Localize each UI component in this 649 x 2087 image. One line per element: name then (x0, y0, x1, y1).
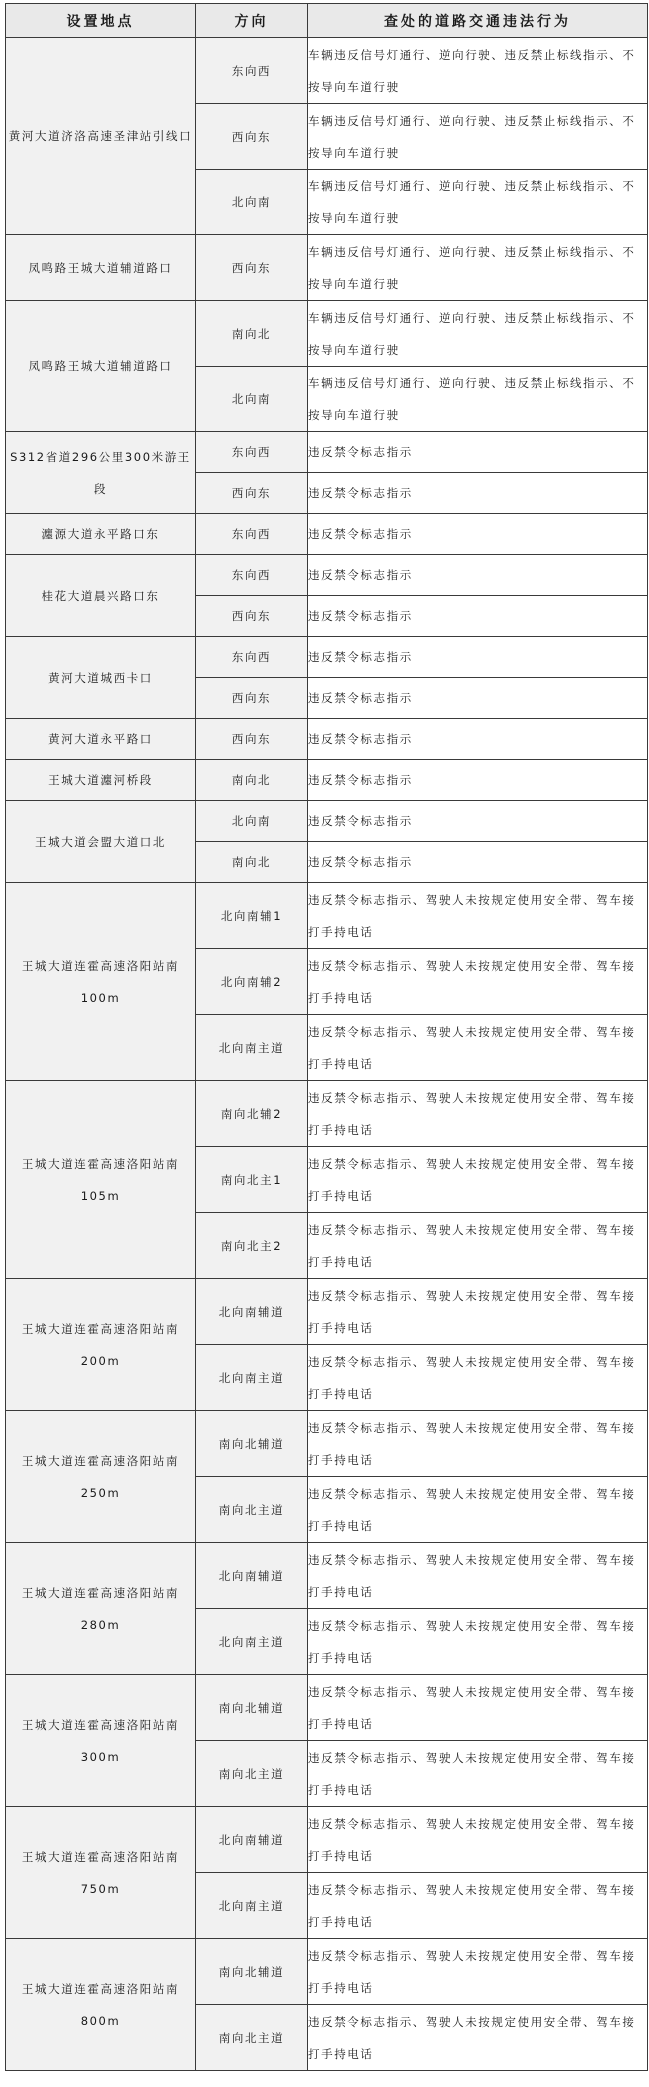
table-row (6, 1081, 648, 1147)
violation-cell: 违反禁令标志指示、驾驶人未按规定使用安全带、驾车接打手持电话 (308, 2005, 648, 2071)
violation-cell: 违反禁令标志指示 (308, 678, 648, 719)
direction-cell: 北向南辅道 (196, 1279, 308, 1345)
location-cell: 黄河大道济洛高速圣津站引线口 (6, 38, 196, 235)
violation-cell: 车辆违反信号灯通行、逆向行驶、违反禁止标线指示、不按导向车道行驶 (308, 367, 648, 432)
header-location: 设置地点 (6, 4, 196, 38)
direction-cell: 西向东 (196, 596, 308, 637)
violation-cell: 违反禁令标志指示 (308, 801, 648, 842)
violation-cell: 违反禁令标志指示、驾驶人未按规定使用安全带、驾车接打手持电话 (308, 1543, 648, 1609)
violation-cell: 违反禁令标志指示、驾驶人未按规定使用安全带、驾车接打手持电话 (308, 1015, 648, 1081)
direction-cell: 北向南主道 (196, 1873, 308, 1939)
location-cell: 王城大道连霍高速洛阳站南200m (6, 1279, 196, 1411)
table-row (6, 38, 648, 104)
table-row (6, 1411, 648, 1477)
location-cell: 王城大道连霍高速洛阳站南300m (6, 1675, 196, 1807)
violation-cell: 车辆违反信号灯通行、逆向行驶、违反禁止标线指示、不按导向车道行驶 (308, 235, 648, 301)
table-row (6, 760, 648, 801)
direction-cell: 南向北主2 (196, 1213, 308, 1279)
table-row (6, 235, 648, 301)
direction-cell: 南向北辅道 (196, 1675, 308, 1741)
violation-cell: 违反禁令标志指示、驾驶人未按规定使用安全带、驾车接打手持电话 (308, 1807, 648, 1873)
location-cell: 王城大道连霍高速洛阳站南280m (6, 1543, 196, 1675)
location-cell: 王城大道连霍高速洛阳站南250m (6, 1411, 196, 1543)
violation-cell: 违反禁令标志指示 (308, 637, 648, 678)
location-cell: 王城大道连霍高速洛阳站南100m (6, 883, 196, 1081)
violation-cell: 违反禁令标志指示 (308, 596, 648, 637)
direction-cell: 南向北辅道 (196, 1939, 308, 2005)
violation-cell: 违反禁令标志指示 (308, 514, 648, 555)
direction-cell: 南向北主1 (196, 1147, 308, 1213)
location-cell: 王城大道瀍河桥段 (6, 760, 196, 801)
table-row (6, 1807, 648, 1873)
location-cell: 瀍源大道永平路口东 (6, 514, 196, 555)
direction-cell: 东向西 (196, 38, 308, 104)
direction-cell: 南向北 (196, 301, 308, 367)
table-body (6, 38, 648, 2071)
violation-cell: 违反禁令标志指示、驾驶人未按规定使用安全带、驾车接打手持电话 (308, 1873, 648, 1939)
violation-cell: 违反禁令标志指示、驾驶人未按规定使用安全带、驾车接打手持电话 (308, 1411, 648, 1477)
violation-cell: 车辆违反信号灯通行、逆向行驶、违反禁止标线指示、不按导向车道行驶 (308, 301, 648, 367)
direction-cell: 西向东 (196, 473, 308, 514)
direction-cell: 北向南主道 (196, 1345, 308, 1411)
table-row (6, 637, 648, 678)
table-row (6, 801, 648, 842)
direction-cell: 南向北主道 (196, 1741, 308, 1807)
violation-cell: 车辆违反信号灯通行、逆向行驶、违反禁止标线指示、不按导向车道行驶 (308, 104, 648, 170)
location-cell: 黄河大道永平路口 (6, 719, 196, 760)
direction-cell: 西向东 (196, 104, 308, 170)
direction-cell: 北向南辅2 (196, 949, 308, 1015)
location-cell: 王城大道连霍高速洛阳站南800m (6, 1939, 196, 2071)
location-cell: 凤鸣路王城大道辅道路口 (6, 301, 196, 432)
direction-cell: 西向东 (196, 678, 308, 719)
enforcement-table (5, 3, 648, 2071)
violation-cell: 违反禁令标志指示、驾驶人未按规定使用安全带、驾车接打手持电话 (308, 949, 648, 1015)
violation-cell: 违反禁令标志指示、驾驶人未按规定使用安全带、驾车接打手持电话 (308, 1147, 648, 1213)
location-cell: 王城大道连霍高速洛阳站南105m (6, 1081, 196, 1279)
violation-cell: 违反禁令标志指示、驾驶人未按规定使用安全带、驾车接打手持电话 (308, 1609, 648, 1675)
violation-cell: 违反禁令标志指示 (308, 760, 648, 801)
direction-cell: 北向南辅道 (196, 1543, 308, 1609)
violation-cell: 车辆违反信号灯通行、逆向行驶、违反禁止标线指示、不按导向车道行驶 (308, 38, 648, 104)
table-row (6, 514, 648, 555)
direction-cell: 南向北 (196, 760, 308, 801)
location-cell: S312省道296公里300米游王段 (6, 432, 196, 514)
violation-cell: 违反禁令标志指示、驾驶人未按规定使用安全带、驾车接打手持电话 (308, 883, 648, 949)
location-cell: 桂花大道晨兴路口东 (6, 555, 196, 637)
violation-cell: 违反禁令标志指示、驾驶人未按规定使用安全带、驾车接打手持电话 (308, 1213, 648, 1279)
location-cell: 凤鸣路王城大道辅道路口 (6, 235, 196, 301)
direction-cell: 东向西 (196, 555, 308, 596)
direction-cell: 南向北辅2 (196, 1081, 308, 1147)
direction-cell: 北向南 (196, 801, 308, 842)
violation-cell: 违反禁令标志指示 (308, 719, 648, 760)
location-cell: 黄河大道城西卡口 (6, 637, 196, 719)
direction-cell: 北向南 (196, 170, 308, 235)
table-row (6, 1675, 648, 1741)
direction-cell: 南向北主道 (196, 2005, 308, 2071)
violation-cell: 违反禁令标志指示、驾驶人未按规定使用安全带、驾车接打手持电话 (308, 1939, 648, 2005)
violation-cell: 违反禁令标志指示、驾驶人未按规定使用安全带、驾车接打手持电话 (308, 1345, 648, 1411)
location-cell: 王城大道会盟大道口北 (6, 801, 196, 883)
location-cell: 王城大道连霍高速洛阳站南750m (6, 1807, 196, 1939)
header-direction: 方向 (196, 4, 308, 38)
table-row (6, 301, 648, 367)
violation-cell: 车辆违反信号灯通行、逆向行驶、违反禁止标线指示、不按导向车道行驶 (308, 170, 648, 235)
direction-cell: 南向北主道 (196, 1477, 308, 1543)
direction-cell: 北向南辅1 (196, 883, 308, 949)
violation-cell: 违反禁令标志指示、驾驶人未按规定使用安全带、驾车接打手持电话 (308, 1279, 648, 1345)
direction-cell: 东向西 (196, 432, 308, 473)
direction-cell: 南向北辅道 (196, 1411, 308, 1477)
direction-cell: 西向东 (196, 719, 308, 760)
direction-cell: 西向东 (196, 235, 308, 301)
violation-cell: 违反禁令标志指示、驾驶人未按规定使用安全带、驾车接打手持电话 (308, 1477, 648, 1543)
table-row (6, 883, 648, 949)
header-violation: 查处的道路交通违法行为 (308, 4, 648, 38)
table-row (6, 1543, 648, 1609)
table-row (6, 1279, 648, 1345)
table-row (6, 555, 648, 596)
direction-cell: 北向南 (196, 367, 308, 432)
violation-cell: 违反禁令标志指示、驾驶人未按规定使用安全带、驾车接打手持电话 (308, 1675, 648, 1741)
direction-cell: 北向南主道 (196, 1609, 308, 1675)
direction-cell: 东向西 (196, 514, 308, 555)
direction-cell: 北向南辅道 (196, 1807, 308, 1873)
violation-cell: 违反禁令标志指示 (308, 555, 648, 596)
violation-cell: 违反禁令标志指示 (308, 842, 648, 883)
table-header-row (6, 4, 648, 38)
violation-cell: 违反禁令标志指示、驾驶人未按规定使用安全带、驾车接打手持电话 (308, 1741, 648, 1807)
violation-cell: 违反禁令标志指示 (308, 432, 648, 473)
violation-cell: 违反禁令标志指示、驾驶人未按规定使用安全带、驾车接打手持电话 (308, 1081, 648, 1147)
table-row (6, 1939, 648, 2005)
table-row (6, 432, 648, 473)
table-row (6, 719, 648, 760)
direction-cell: 东向西 (196, 637, 308, 678)
direction-cell: 北向南主道 (196, 1015, 308, 1081)
direction-cell: 南向北 (196, 842, 308, 883)
violation-cell: 违反禁令标志指示 (308, 473, 648, 514)
